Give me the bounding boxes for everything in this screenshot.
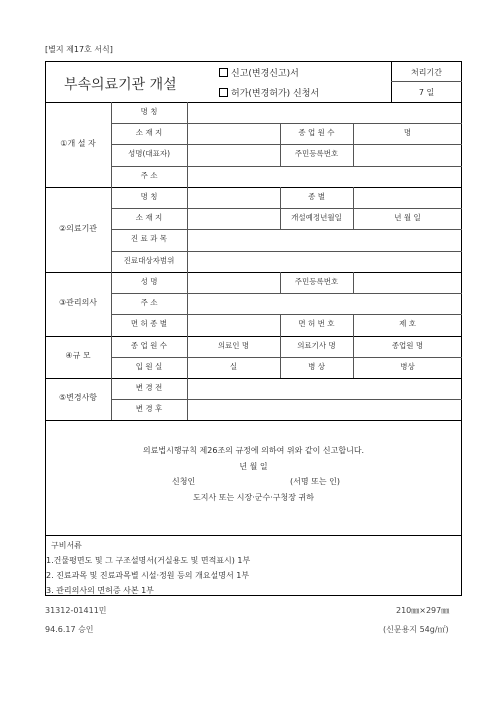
recipient: 도지사 또는 시장·군수·구청장 귀하 bbox=[193, 493, 314, 502]
doctor-license-no-label: 면 허 번 호 bbox=[298, 319, 335, 328]
institution-date-label: 개설예정년월일 bbox=[291, 213, 342, 222]
option-permit[interactable]: 허가(변경허가) 신청서 bbox=[219, 88, 319, 99]
section-changes-label: ⑤변경사항 bbox=[58, 393, 98, 402]
signature-label: (서명 또는 인) bbox=[290, 477, 340, 486]
doctor-license-no-unit: 제 호 bbox=[399, 319, 416, 328]
institution-address-label: 소 재 지 bbox=[135, 213, 163, 222]
declaration-text: 의료법시행규칙 제26조의 규정에 의하여 위와 같이 신고합니다. bbox=[142, 446, 365, 455]
opener-employees-unit: 명 bbox=[403, 128, 412, 137]
section-doctor-label: ③관리의사 bbox=[58, 298, 98, 307]
opener-employees-label: 종 업 원 수 bbox=[298, 128, 335, 137]
documents-title: 구비서류 bbox=[51, 541, 82, 550]
changes-before-label: 변 경 전 bbox=[135, 383, 163, 392]
doctor-resident-no-label: 주민등록번호 bbox=[294, 277, 339, 286]
opener-resident-no-label: 주민등록번호 bbox=[294, 149, 339, 158]
report-checkbox[interactable] bbox=[219, 68, 228, 77]
section-opener-label: ①개 설 자 bbox=[60, 139, 96, 148]
scale-rooms-unit: 실 bbox=[229, 362, 238, 371]
opener-representative-label: 성명(대표자) bbox=[127, 149, 171, 158]
doctor-license-type-label: 면 허 종 별 bbox=[130, 319, 168, 328]
doctor-name-label: 성 명 bbox=[140, 277, 158, 286]
footer-approval: 94.6.17 승인 bbox=[45, 625, 94, 634]
processing-value: 7 일 bbox=[418, 88, 435, 97]
form-number: [별지 제17호 서식] bbox=[45, 45, 113, 54]
scale-workers: 종업원 명 bbox=[391, 341, 424, 350]
applicant-label: 신청인 bbox=[172, 477, 196, 486]
processing-label: 처리기간 bbox=[411, 68, 442, 77]
scale-rooms-label: 입 원 실 bbox=[135, 362, 163, 371]
scale-beds-unit: 병상 bbox=[400, 362, 415, 371]
scale-staff-label: 종 업 원 수 bbox=[130, 341, 168, 350]
documents-item-2: 2. 진료과목 및 진료과목별 시설·정원 등의 개요설명서 1부 bbox=[46, 571, 250, 580]
doctor-address-label: 주 소 bbox=[140, 298, 158, 307]
opener-name-label: 명 칭 bbox=[140, 107, 158, 116]
scale-beds-label: 병 상 bbox=[308, 362, 325, 371]
institution-departments-label: 진 료 과 목 bbox=[130, 234, 168, 243]
documents-item-3: 3. 관리의사의 면허증 사본 1부 bbox=[46, 586, 154, 595]
institution-date-units: 년 월 일 bbox=[394, 213, 421, 222]
option-report[interactable]: 신고(변경신고)서 bbox=[219, 68, 299, 79]
permit-checkbox[interactable] bbox=[219, 88, 228, 97]
form-title: 부속의료기관 개설 bbox=[64, 77, 177, 93]
documents-item-1: 1.건물평면도 및 그 구조설명서(거실용도 및 면적표시) 1부 bbox=[46, 556, 251, 565]
section-institution-label: ②의료기관 bbox=[58, 224, 98, 233]
footer-code: 31312-01411민 bbox=[45, 606, 107, 615]
section-scale-label: ④규 모 bbox=[65, 351, 91, 360]
opener-address-label: 소 재 지 bbox=[135, 128, 163, 137]
footer-paper: (신문용지 54g/㎡) bbox=[383, 625, 449, 634]
declaration-date: 년 월 일 bbox=[239, 462, 268, 471]
changes-after-label: 변 경 후 bbox=[135, 404, 163, 413]
institution-name-label: 명 칭 bbox=[140, 192, 158, 201]
scale-doctors: 의료인 명 bbox=[217, 341, 250, 350]
scale-technicians: 의료기사 명 bbox=[297, 341, 336, 350]
institution-scope-label: 진료대상자범위 bbox=[123, 256, 175, 265]
opener-home-address-label: 주 소 bbox=[140, 171, 158, 180]
institution-type-label: 종 별 bbox=[308, 192, 325, 201]
footer-size: 210㎜×297㎜ bbox=[396, 606, 450, 615]
